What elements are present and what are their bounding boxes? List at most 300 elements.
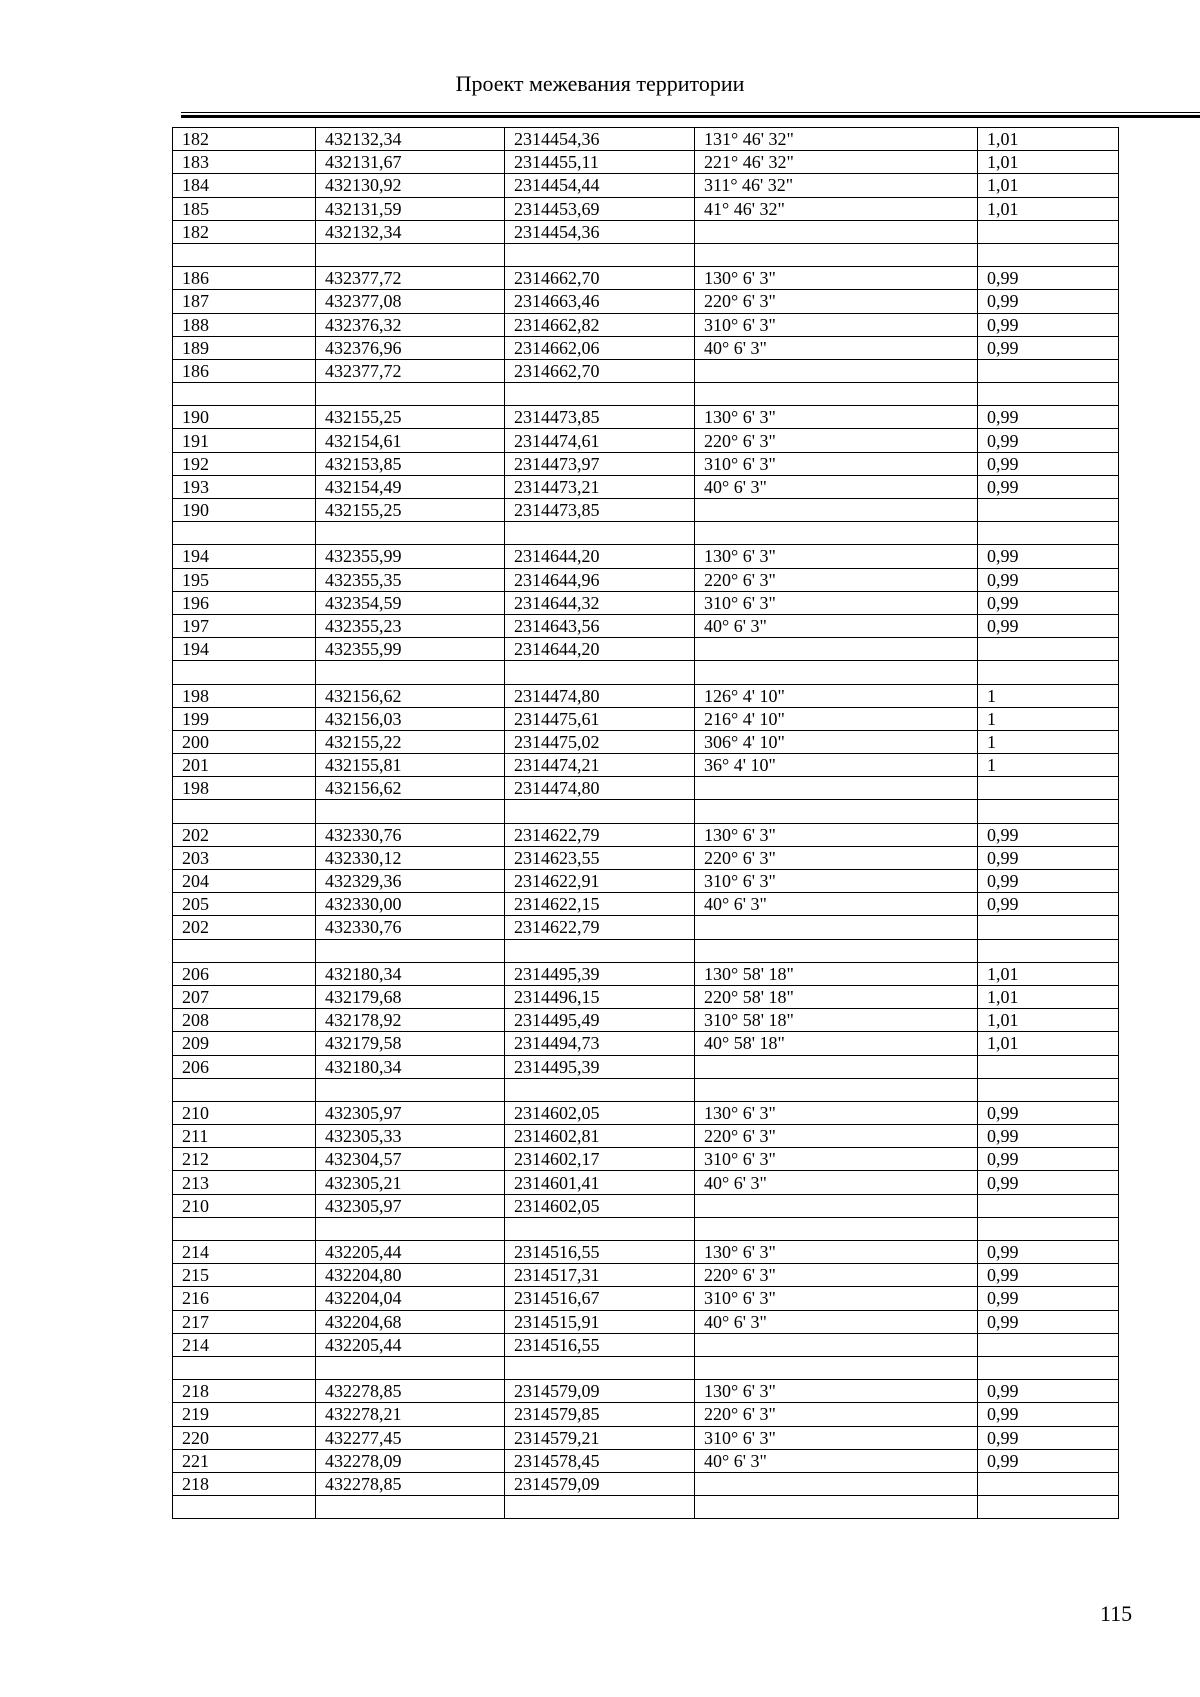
point-number-cell: 191 [173, 429, 316, 452]
table-row [173, 1171, 1119, 1194]
x-coordinate-cell: 432376,32 [316, 313, 505, 336]
point-number-cell: 187 [173, 290, 316, 313]
table-row [173, 499, 1119, 522]
point-number-cell [173, 383, 316, 406]
y-coordinate-cell: 2314517,31 [505, 1264, 695, 1287]
point-number-cell: 190 [173, 499, 316, 522]
bearing-cell [695, 220, 978, 243]
point-number-cell [173, 1496, 316, 1519]
point-number-cell: 188 [173, 313, 316, 336]
y-coordinate-cell: 2314601,41 [505, 1171, 695, 1194]
bearing-cell: 220° 6' 3" [695, 1125, 978, 1148]
x-coordinate-cell: 432179,58 [316, 1032, 505, 1055]
bearing-cell [695, 800, 978, 823]
table-row [173, 1403, 1119, 1426]
table-row [173, 545, 1119, 568]
point-number-cell: 205 [173, 893, 316, 916]
point-number-cell: 216 [173, 1287, 316, 1310]
table-row [173, 267, 1119, 290]
y-coordinate-cell: 2314662,70 [505, 267, 695, 290]
bearing-cell: 221° 46' 32" [695, 151, 978, 174]
y-coordinate-cell: 2314579,09 [505, 1472, 695, 1495]
bearing-cell: 311° 46' 32" [695, 174, 978, 197]
point-number-cell [173, 1078, 316, 1101]
y-coordinate-cell: 2314623,55 [505, 846, 695, 869]
table-row [173, 707, 1119, 730]
y-coordinate-cell: 2314516,67 [505, 1287, 695, 1310]
point-number-cell: 212 [173, 1148, 316, 1171]
x-coordinate-cell [316, 1496, 505, 1519]
table-row [173, 754, 1119, 777]
bearing-cell: 310° 6' 3" [695, 1148, 978, 1171]
bearing-cell: 306° 4' 10" [695, 730, 978, 753]
x-coordinate-cell [316, 522, 505, 545]
x-coordinate-cell: 432132,34 [316, 128, 505, 151]
table-row [173, 893, 1119, 916]
bearing-cell: 130° 6' 3" [695, 1101, 978, 1124]
bearing-cell [695, 1055, 978, 1078]
x-coordinate-cell: 432278,21 [316, 1403, 505, 1426]
y-coordinate-cell: 2314474,61 [505, 429, 695, 452]
distance-cell: 0,99 [978, 846, 1119, 869]
distance-cell: 1 [978, 730, 1119, 753]
y-coordinate-cell: 2314662,06 [505, 336, 695, 359]
bearing-cell: 130° 6' 3" [695, 545, 978, 568]
distance-cell: 0,99 [978, 1125, 1119, 1148]
distance-cell: 0,99 [978, 870, 1119, 893]
bearing-cell [695, 1472, 978, 1495]
x-coordinate-cell: 432377,08 [316, 290, 505, 313]
point-number-cell: 184 [173, 174, 316, 197]
table-row [173, 684, 1119, 707]
point-number-cell: 206 [173, 1055, 316, 1078]
x-coordinate-cell: 432154,49 [316, 475, 505, 498]
table-row [173, 1380, 1119, 1403]
x-coordinate-cell: 432305,97 [316, 1194, 505, 1217]
bearing-cell: 220° 6' 3" [695, 1403, 978, 1426]
y-coordinate-cell: 2314622,79 [505, 916, 695, 939]
y-coordinate-cell: 2314494,73 [505, 1032, 695, 1055]
distance-cell [978, 1356, 1119, 1379]
bearing-cell [695, 1496, 978, 1519]
x-coordinate-cell: 432376,96 [316, 336, 505, 359]
y-coordinate-cell: 2314473,97 [505, 452, 695, 475]
y-coordinate-cell: 2314644,96 [505, 568, 695, 591]
distance-cell: 1,01 [978, 1009, 1119, 1032]
point-number-cell: 218 [173, 1472, 316, 1495]
point-number-cell: 185 [173, 197, 316, 220]
distance-cell: 1,01 [978, 962, 1119, 985]
bearing-cell: 220° 6' 3" [695, 290, 978, 313]
x-coordinate-cell: 432132,34 [316, 220, 505, 243]
bearing-cell [695, 1217, 978, 1240]
bearing-cell: 130° 6' 3" [695, 406, 978, 429]
x-coordinate-cell: 432153,85 [316, 452, 505, 475]
bearing-cell [695, 522, 978, 545]
distance-cell [978, 916, 1119, 939]
bearing-cell: 40° 6' 3" [695, 614, 978, 637]
bearing-cell: 40° 6' 3" [695, 893, 978, 916]
point-number-cell: 201 [173, 754, 316, 777]
point-number-cell: 204 [173, 870, 316, 893]
bearing-cell: 310° 6' 3" [695, 1426, 978, 1449]
point-number-cell: 207 [173, 985, 316, 1008]
x-coordinate-cell [316, 1217, 505, 1240]
distance-cell: 0,99 [978, 1426, 1119, 1449]
distance-cell: 0,99 [978, 313, 1119, 336]
table-row [173, 1310, 1119, 1333]
bearing-cell [695, 243, 978, 266]
y-coordinate-cell [505, 1078, 695, 1101]
distance-cell: 0,99 [978, 614, 1119, 637]
distance-cell: 0,99 [978, 475, 1119, 498]
point-number-cell: 213 [173, 1171, 316, 1194]
point-number-cell [173, 800, 316, 823]
x-coordinate-cell: 432355,99 [316, 638, 505, 661]
y-coordinate-cell: 2314579,85 [505, 1403, 695, 1426]
distance-cell [978, 939, 1119, 962]
y-coordinate-cell [505, 661, 695, 684]
point-number-cell: 217 [173, 1310, 316, 1333]
bearing-cell: 220° 6' 3" [695, 846, 978, 869]
bearing-cell: 40° 6' 3" [695, 475, 978, 498]
point-number-cell: 198 [173, 777, 316, 800]
y-coordinate-cell: 2314454,44 [505, 174, 695, 197]
distance-cell [978, 777, 1119, 800]
table-row [173, 1148, 1119, 1171]
table-row [173, 730, 1119, 753]
x-coordinate-cell: 432180,34 [316, 962, 505, 985]
bearing-cell [695, 359, 978, 382]
x-coordinate-cell: 432205,44 [316, 1241, 505, 1264]
table-row [173, 916, 1119, 939]
coordinates-table [172, 127, 1119, 1519]
distance-cell: 1 [978, 707, 1119, 730]
x-coordinate-cell: 432155,25 [316, 499, 505, 522]
point-number-cell: 194 [173, 545, 316, 568]
point-number-cell: 219 [173, 1403, 316, 1426]
point-number-cell: 208 [173, 1009, 316, 1032]
distance-cell: 0,99 [978, 429, 1119, 452]
y-coordinate-cell: 2314644,20 [505, 545, 695, 568]
bearing-cell: 130° 6' 3" [695, 1241, 978, 1264]
x-coordinate-cell: 432304,57 [316, 1148, 505, 1171]
y-coordinate-cell: 2314515,91 [505, 1310, 695, 1333]
x-coordinate-cell: 432205,44 [316, 1333, 505, 1356]
bearing-cell: 220° 6' 3" [695, 1264, 978, 1287]
point-number-cell: 211 [173, 1125, 316, 1148]
x-coordinate-cell: 432355,35 [316, 568, 505, 591]
distance-cell: 0,99 [978, 290, 1119, 313]
y-coordinate-cell: 2314579,21 [505, 1426, 695, 1449]
table-row [173, 1055, 1119, 1078]
bearing-cell [695, 1078, 978, 1101]
distance-cell [978, 1055, 1119, 1078]
x-coordinate-cell: 432305,33 [316, 1125, 505, 1148]
y-coordinate-cell: 2314473,85 [505, 499, 695, 522]
y-coordinate-cell: 2314663,46 [505, 290, 695, 313]
y-coordinate-cell: 2314454,36 [505, 128, 695, 151]
table-row [173, 475, 1119, 498]
bearing-cell [695, 939, 978, 962]
distance-cell: 0,99 [978, 1241, 1119, 1264]
point-number-cell [173, 1356, 316, 1379]
table-row [173, 777, 1119, 800]
bearing-cell: 126° 4' 10" [695, 684, 978, 707]
point-number-cell: 195 [173, 568, 316, 591]
bearing-cell: 40° 6' 3" [695, 1171, 978, 1194]
y-coordinate-cell: 2314495,49 [505, 1009, 695, 1032]
x-coordinate-cell: 432330,00 [316, 893, 505, 916]
bearing-cell: 40° 6' 3" [695, 1449, 978, 1472]
point-number-cell: 203 [173, 846, 316, 869]
x-coordinate-cell: 432156,62 [316, 777, 505, 800]
table-row [173, 452, 1119, 475]
bearing-cell: 220° 6' 3" [695, 568, 978, 591]
y-coordinate-cell: 2314644,20 [505, 638, 695, 661]
table-row [173, 1125, 1119, 1148]
bearing-cell [695, 661, 978, 684]
distance-cell: 1,01 [978, 985, 1119, 1008]
y-coordinate-cell: 2314516,55 [505, 1333, 695, 1356]
x-coordinate-cell [316, 383, 505, 406]
bearing-cell: 220° 58' 18" [695, 985, 978, 1008]
x-coordinate-cell: 432155,22 [316, 730, 505, 753]
x-coordinate-cell [316, 243, 505, 266]
point-number-cell: 214 [173, 1241, 316, 1264]
bearing-cell: 36° 4' 10" [695, 754, 978, 777]
point-number-cell: 186 [173, 359, 316, 382]
bearing-cell: 40° 6' 3" [695, 1310, 978, 1333]
distance-cell: 1,01 [978, 151, 1119, 174]
distance-cell: 0,99 [978, 267, 1119, 290]
table-row [173, 336, 1119, 359]
point-number-cell [173, 522, 316, 545]
distance-cell [978, 499, 1119, 522]
x-coordinate-cell: 432155,81 [316, 754, 505, 777]
distance-cell [978, 1078, 1119, 1101]
point-number-cell: 183 [173, 151, 316, 174]
bearing-cell: 41° 46' 32" [695, 197, 978, 220]
point-number-cell: 192 [173, 452, 316, 475]
x-coordinate-cell: 432305,97 [316, 1101, 505, 1124]
y-coordinate-cell: 2314644,32 [505, 591, 695, 614]
point-number-cell: 182 [173, 128, 316, 151]
distance-cell: 0,99 [978, 1380, 1119, 1403]
distance-cell [978, 359, 1119, 382]
bearing-cell: 131° 46' 32" [695, 128, 978, 151]
distance-cell [978, 243, 1119, 266]
bearing-cell [695, 1356, 978, 1379]
y-coordinate-cell: 2314475,61 [505, 707, 695, 730]
x-coordinate-cell: 432329,36 [316, 870, 505, 893]
y-coordinate-cell: 2314495,39 [505, 962, 695, 985]
table-row [173, 846, 1119, 869]
distance-cell: 1 [978, 684, 1119, 707]
distance-cell: 0,99 [978, 568, 1119, 591]
distance-cell [978, 1194, 1119, 1217]
bearing-cell: 310° 6' 3" [695, 313, 978, 336]
distance-cell: 0,99 [978, 336, 1119, 359]
table-row [173, 197, 1119, 220]
table-row [173, 1333, 1119, 1356]
y-coordinate-cell [505, 1217, 695, 1240]
bearing-cell: 40° 6' 3" [695, 336, 978, 359]
distance-cell: 0,99 [978, 545, 1119, 568]
y-coordinate-cell: 2314602,05 [505, 1101, 695, 1124]
distance-cell [978, 220, 1119, 243]
table-row [173, 429, 1119, 452]
point-number-cell: 202 [173, 916, 316, 939]
y-coordinate-cell: 2314475,02 [505, 730, 695, 753]
x-coordinate-cell [316, 1356, 505, 1379]
table-row [173, 1009, 1119, 1032]
distance-cell [978, 522, 1119, 545]
distance-cell: 0,99 [978, 1171, 1119, 1194]
distance-cell: 1,01 [978, 197, 1119, 220]
y-coordinate-cell: 2314474,80 [505, 777, 695, 800]
distance-cell: 0,99 [978, 1449, 1119, 1472]
x-coordinate-cell: 432330,76 [316, 823, 505, 846]
x-coordinate-cell [316, 800, 505, 823]
bearing-cell [695, 777, 978, 800]
y-coordinate-cell: 2314643,56 [505, 614, 695, 637]
bearing-cell: 220° 6' 3" [695, 429, 978, 452]
distance-cell: 1,01 [978, 1032, 1119, 1055]
x-coordinate-cell [316, 661, 505, 684]
table-row [173, 1241, 1119, 1264]
x-coordinate-cell: 432179,68 [316, 985, 505, 1008]
y-coordinate-cell: 2314454,36 [505, 220, 695, 243]
bearing-cell [695, 638, 978, 661]
distance-cell: 0,99 [978, 1148, 1119, 1171]
table-row [173, 1032, 1119, 1055]
x-coordinate-cell: 432204,04 [316, 1287, 505, 1310]
x-coordinate-cell [316, 1078, 505, 1101]
table-spacer-row [173, 243, 1119, 266]
table-spacer-row [173, 939, 1119, 962]
y-coordinate-cell: 2314622,15 [505, 893, 695, 916]
point-number-cell: 194 [173, 638, 316, 661]
y-coordinate-cell: 2314602,17 [505, 1148, 695, 1171]
table-row [173, 962, 1119, 985]
x-coordinate-cell: 432155,25 [316, 406, 505, 429]
x-coordinate-cell: 432355,23 [316, 614, 505, 637]
y-coordinate-cell: 2314474,80 [505, 684, 695, 707]
table-row [173, 406, 1119, 429]
table-row [173, 1449, 1119, 1472]
bearing-cell: 130° 6' 3" [695, 267, 978, 290]
point-number-cell: 186 [173, 267, 316, 290]
y-coordinate-cell: 2314496,15 [505, 985, 695, 1008]
table-spacer-row [173, 522, 1119, 545]
distance-cell [978, 661, 1119, 684]
y-coordinate-cell: 2314495,39 [505, 1055, 695, 1078]
table-row [173, 614, 1119, 637]
y-coordinate-cell [505, 522, 695, 545]
point-number-cell: 196 [173, 591, 316, 614]
bearing-cell: 40° 58' 18" [695, 1032, 978, 1055]
x-coordinate-cell: 432131,59 [316, 197, 505, 220]
y-coordinate-cell [505, 800, 695, 823]
y-coordinate-cell: 2314473,21 [505, 475, 695, 498]
y-coordinate-cell: 2314622,91 [505, 870, 695, 893]
table-row [173, 1426, 1119, 1449]
x-coordinate-cell: 432156,03 [316, 707, 505, 730]
point-number-cell [173, 939, 316, 962]
table-row [173, 1264, 1119, 1287]
point-number-cell [173, 661, 316, 684]
point-number-cell: 198 [173, 684, 316, 707]
bearing-cell: 310° 6' 3" [695, 591, 978, 614]
x-coordinate-cell [316, 939, 505, 962]
table-row [173, 359, 1119, 382]
table-row [173, 638, 1119, 661]
y-coordinate-cell: 2314455,11 [505, 151, 695, 174]
table-row [173, 1472, 1119, 1495]
distance-cell: 0,99 [978, 1287, 1119, 1310]
point-number-cell [173, 1217, 316, 1240]
y-coordinate-cell [505, 383, 695, 406]
y-coordinate-cell: 2314602,81 [505, 1125, 695, 1148]
distance-cell [978, 383, 1119, 406]
bearing-cell [695, 1333, 978, 1356]
point-number-cell: 189 [173, 336, 316, 359]
x-coordinate-cell: 432156,62 [316, 684, 505, 707]
bearing-cell: 310° 6' 3" [695, 870, 978, 893]
y-coordinate-cell: 2314516,55 [505, 1241, 695, 1264]
x-coordinate-cell: 432278,09 [316, 1449, 505, 1472]
y-coordinate-cell [505, 1496, 695, 1519]
x-coordinate-cell: 432354,59 [316, 591, 505, 614]
x-coordinate-cell: 432377,72 [316, 267, 505, 290]
table-spacer-row [173, 1217, 1119, 1240]
x-coordinate-cell: 432305,21 [316, 1171, 505, 1194]
point-number-cell: 199 [173, 707, 316, 730]
point-number-cell: 210 [173, 1194, 316, 1217]
distance-cell [978, 800, 1119, 823]
bearing-cell: 310° 6' 3" [695, 452, 978, 475]
table-row [173, 128, 1119, 151]
bearing-cell: 130° 58' 18" [695, 962, 978, 985]
header-rule-thick [181, 115, 1200, 118]
bearing-cell: 310° 6' 3" [695, 1287, 978, 1310]
distance-cell: 0,99 [978, 1403, 1119, 1426]
distance-cell: 0,99 [978, 823, 1119, 846]
table-spacer-row [173, 1356, 1119, 1379]
distance-cell: 0,99 [978, 1101, 1119, 1124]
point-number-cell: 206 [173, 962, 316, 985]
table-row [173, 1101, 1119, 1124]
x-coordinate-cell: 432131,67 [316, 151, 505, 174]
distance-cell: 0,99 [978, 452, 1119, 475]
x-coordinate-cell: 432180,34 [316, 1055, 505, 1078]
distance-cell: 1,01 [978, 128, 1119, 151]
table-row [173, 151, 1119, 174]
x-coordinate-cell: 432377,72 [316, 359, 505, 382]
table-row [173, 174, 1119, 197]
y-coordinate-cell: 2314602,05 [505, 1194, 695, 1217]
distance-cell: 0,99 [978, 406, 1119, 429]
x-coordinate-cell: 432330,76 [316, 916, 505, 939]
distance-cell [978, 1496, 1119, 1519]
bearing-cell [695, 499, 978, 522]
x-coordinate-cell: 432204,68 [316, 1310, 505, 1333]
y-coordinate-cell: 2314473,85 [505, 406, 695, 429]
y-coordinate-cell: 2314578,45 [505, 1449, 695, 1472]
distance-cell: 0,99 [978, 893, 1119, 916]
x-coordinate-cell: 432178,92 [316, 1009, 505, 1032]
